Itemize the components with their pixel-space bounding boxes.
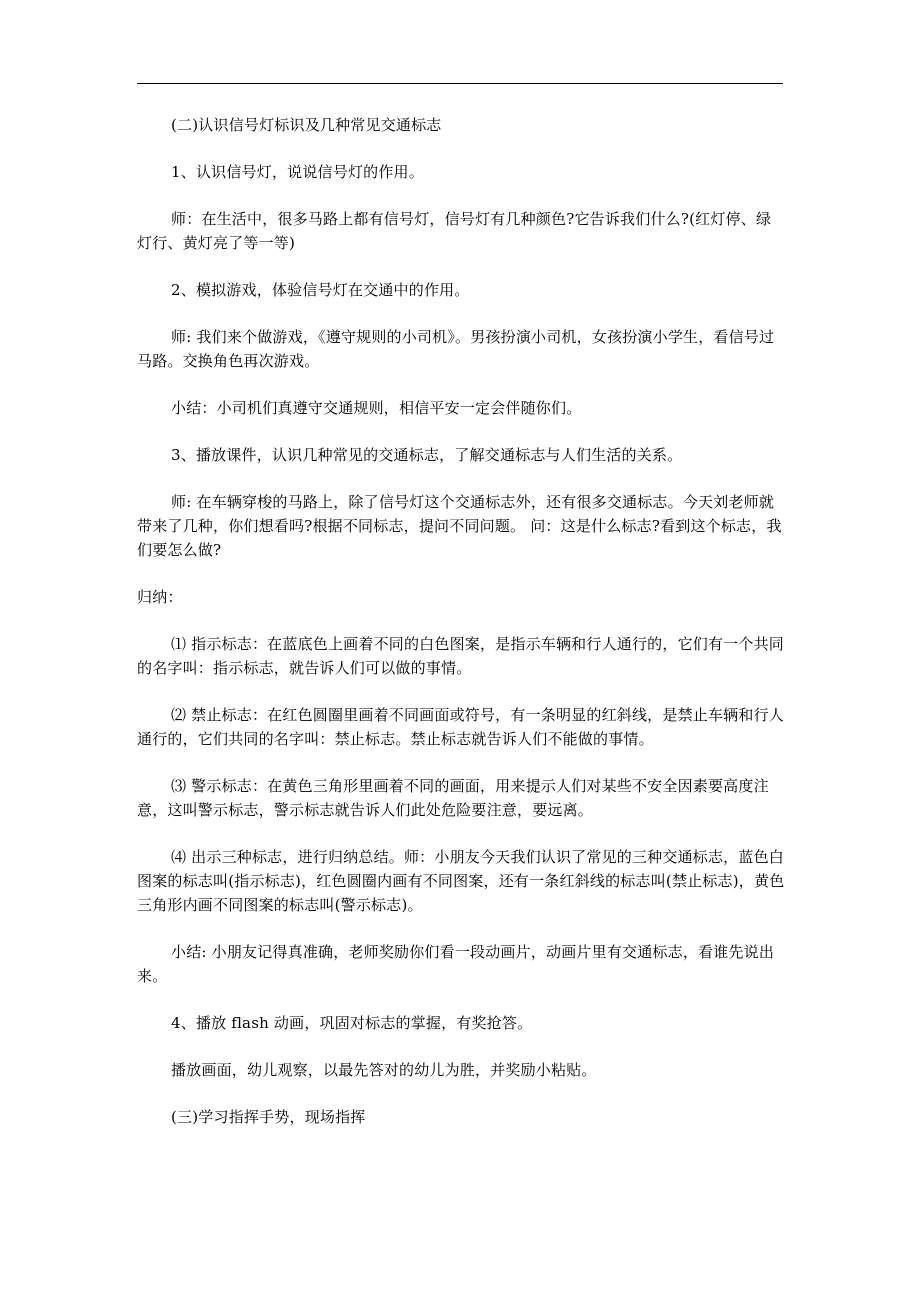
summary-game: 小结：小司机们真遵守交通规则，相信平安一定会伴随你们。: [171, 399, 582, 417]
step-4-activity: 播放画面，幼儿观察，以最先答对的幼儿为胜，并奖励小粘贴。: [171, 1061, 597, 1079]
teacher-question-lights: 师：在生活中，很多马路上都有信号灯，信号灯有几种颜色?它告诉我们什么?(红灯停、绿灯行、黄灯亮了等一等): [137, 210, 772, 252]
summary-praise: 小结: 小朋友记得真准确，老师奖励你们看一段动画片，动画片里有交通标志，看谁先说出来。: [137, 943, 775, 985]
sign-type-prohibition: ⑵ 禁止标志：在红色圆圈里画着不同画面或符号，有一条明显的红斜线，是禁止车辆和行人通行的，它们共同的名字叫：禁止标志。禁止标志就告诉人们不能做的事情。: [137, 706, 784, 748]
section-heading-3: (三)学习指挥手势，现场指挥: [171, 1108, 366, 1126]
sign-types-summary: ⑷ 出示三种标志，进行归纳总结。师：小朋友今天我们认识了常见的三种交通标志，蓝色白图案的标志叫(指示标志)，红色圆圈内画有不同图案，还有一条红斜线的标志叫(禁止标志)，黄色三角形内画不同图案的标志叫(警示标志)。: [137, 848, 785, 914]
header-rule: [137, 83, 783, 84]
step-1-heading: 1、认识信号灯，说说信号灯的作用。: [171, 163, 424, 181]
sign-type-warning: ⑶ 警示标志：在黄色三角形里画着不同的画面，用来提示人们对某些不安全因素要高度注意，这叫警示标志，警示标志就告诉人们此处危险要注意，要远离。: [137, 777, 769, 819]
step-3-heading: 3、播放课件，认识几种常见的交通标志，了解交通标志与人们生活的关系。: [171, 446, 683, 464]
step-4-heading: 4、播放 flash 动画，巩固对标志的掌握，有奖抢答。: [171, 1014, 533, 1032]
step-2-heading: 2、模拟游戏，体验信号灯在交通中的作用。: [171, 281, 470, 299]
document-body: [137, 113, 785, 1152]
sign-type-indication: ⑴ 指示标志：在蓝底色上画着不同的白色图案，是指示车辆和行人通行的，它们有一个共同的名字叫：指示标志，就告诉人们可以做的事情。: [137, 635, 784, 677]
teacher-signs-intro: 师: 在车辆穿梭的马路上，除了信号灯这个交通标志外，还有很多交通标志。今天刘老师就带来了几种，你们想看吗?根据不同标志，提问不同问题。 问：这是什么标志?看到这个标志，我们要怎么做?: [137, 493, 782, 559]
section-heading-2: (二)认识信号灯标识及几种常见交通标志: [171, 116, 442, 134]
teacher-game-instructions: 师: 我们来个做游戏，《遵守规则的小司机》。男孩扮演小司机，女孩扮演小学生，看信号过马路。交换角色再次游戏。: [137, 328, 775, 370]
conclusion-label: 归纳：: [137, 588, 183, 606]
